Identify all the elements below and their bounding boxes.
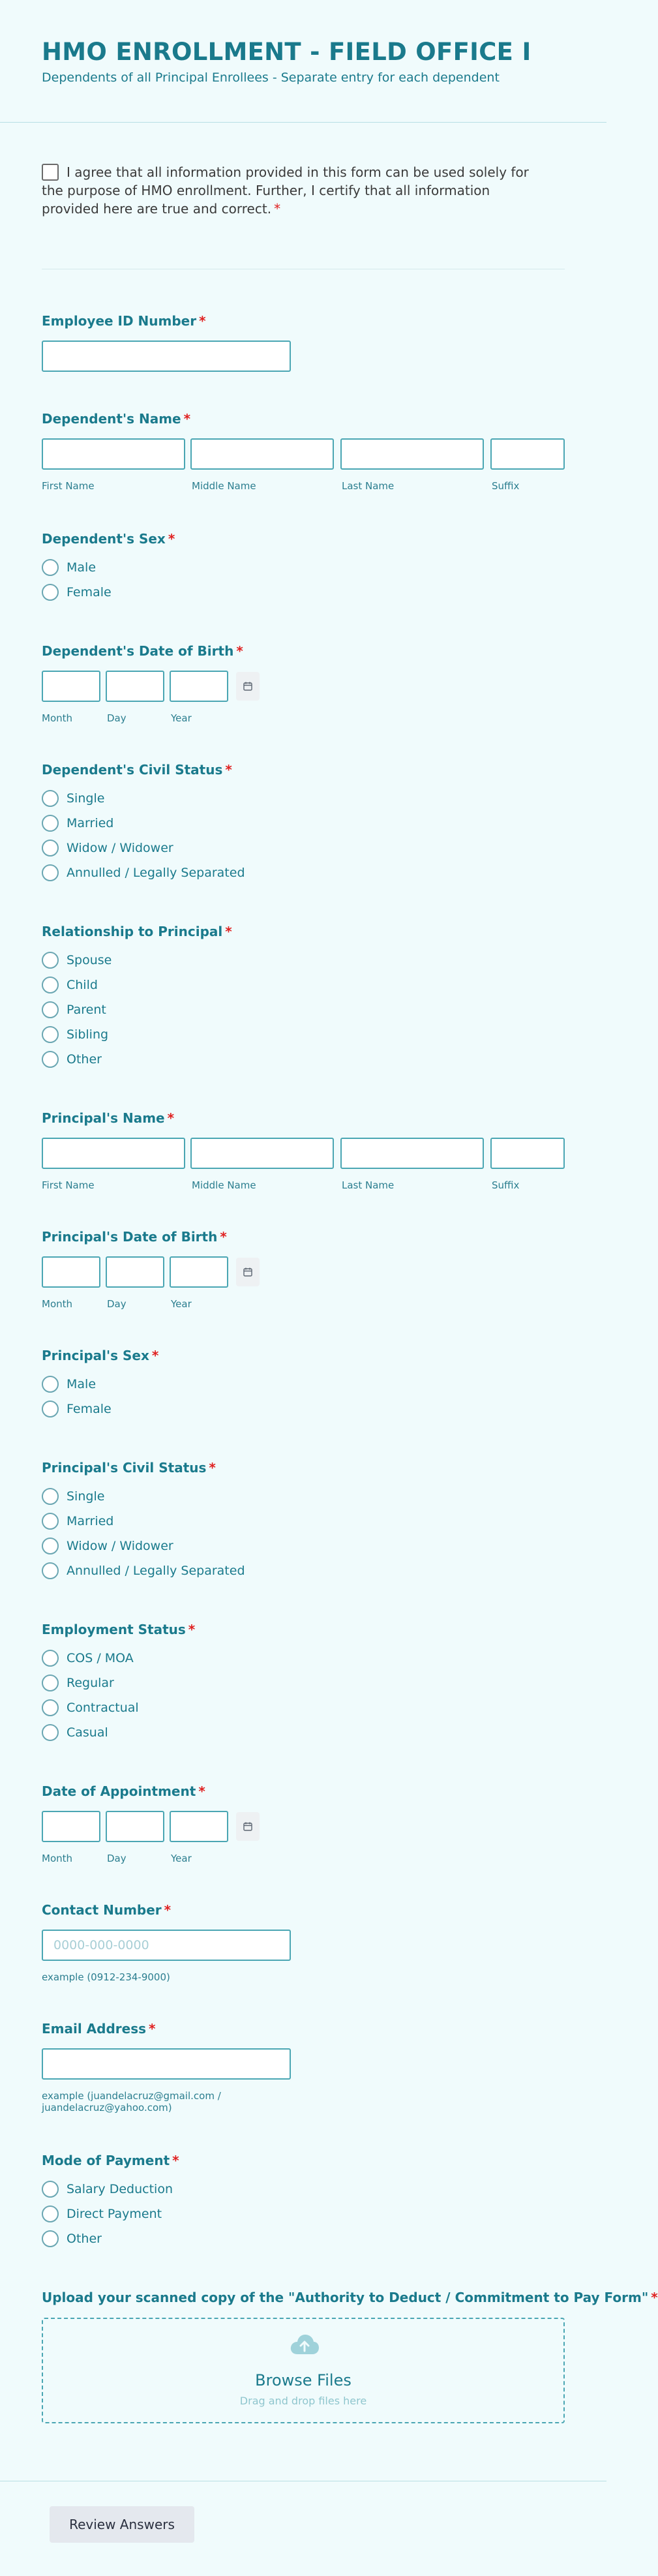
radio-circle[interactable] (42, 1562, 59, 1579)
sublabel-day: Day (107, 1298, 127, 1310)
dependent-dob-day-input[interactable] (106, 671, 164, 702)
radio-dependent-sex-male[interactable]: Male (42, 558, 96, 577)
sublabel-last-name: Last Name (342, 1179, 395, 1191)
radio-circle[interactable] (42, 977, 59, 993)
radio-employment-casual[interactable]: Casual (42, 1723, 108, 1742)
radio-circle[interactable] (42, 840, 59, 856)
employee-id-input[interactable] (42, 341, 291, 372)
radio-dependent-civil-annulled[interactable]: Annulled / Legally Separated (42, 864, 245, 882)
principal-suffix-input[interactable] (490, 1138, 565, 1169)
employment-status-label: Employment Status * (42, 1622, 196, 1637)
sublabel-year: Year (171, 1298, 192, 1310)
radio-circle[interactable] (42, 559, 59, 576)
radio-circle[interactable] (42, 1699, 59, 1716)
contact-number-placeholder: 0000-000-0000 (53, 1938, 149, 1952)
radio-principal-sex-female[interactable]: Female (42, 1400, 112, 1418)
sublabel-month: Month (42, 1298, 73, 1310)
sublabel-month: Month (42, 1853, 73, 1864)
sublabel-year: Year (171, 712, 192, 724)
radio-circle[interactable] (42, 1513, 59, 1530)
radio-dependent-civil-married[interactable]: Married (42, 814, 113, 832)
required-mark: * (274, 201, 281, 217)
sublabel-middle-name: Middle Name (192, 1179, 256, 1191)
radio-employment-cos[interactable]: COS / MOA (42, 1649, 134, 1667)
dependent-name-label: Dependent's Name * (42, 411, 191, 427)
contact-number-hint: example (0912-234-9000) (42, 1971, 170, 1983)
principal-name-label: Principal's Name * (42, 1110, 175, 1126)
drag-drop-hint: Drag and drop files here (239, 2395, 367, 2407)
radio-circle[interactable] (42, 1001, 59, 1018)
sublabel-last-name: Last Name (342, 480, 395, 492)
email-input[interactable] (42, 2048, 291, 2080)
radio-dependent-civil-single[interactable]: Single (42, 789, 104, 808)
radio-circle[interactable] (42, 815, 59, 832)
radio-relationship-child[interactable]: Child (42, 976, 98, 994)
radio-dependent-sex-female[interactable]: Female (42, 583, 112, 601)
appointment-year-input[interactable] (170, 1811, 228, 1842)
appointment-date-label: Date of Appointment * (42, 1783, 205, 1799)
review-answers-button[interactable]: Review Answers (50, 2506, 194, 2543)
radio-principal-sex-male[interactable]: Male (42, 1375, 96, 1393)
sublabel-first-name: First Name (42, 480, 95, 492)
radio-circle[interactable] (42, 1538, 59, 1554)
radio-circle[interactable] (42, 1051, 59, 1068)
consent-text: I agree that all information provided in this form can be used solely for the purpose of HMO enrollment. Further, I certify that all information provided here are true and correct. (42, 164, 529, 217)
dependent-middle-name-input[interactable] (190, 438, 334, 470)
radio-dependent-civil-widow[interactable]: Widow / Widower (42, 839, 173, 857)
dependent-first-name-input[interactable] (42, 438, 185, 470)
radio-payment-salary-deduction[interactable]: Salary Deduction (42, 2180, 173, 2198)
principal-dob-day-input[interactable] (106, 1256, 164, 1288)
principal-dob-label: Principal's Date of Birth * (42, 1229, 227, 1245)
email-hint: example (juandelacruz@gmail.com / juandelacruz@yahoo.com) (42, 2090, 221, 2114)
radio-circle[interactable] (42, 584, 59, 601)
radio-relationship-spouse[interactable]: Spouse (42, 951, 112, 969)
sublabel-suffix: Suffix (492, 1179, 520, 1191)
principal-middle-name-input[interactable] (190, 1138, 334, 1169)
radio-circle[interactable] (42, 1650, 59, 1667)
radio-circle[interactable] (42, 2181, 59, 2198)
appointment-month-input[interactable] (42, 1811, 100, 1842)
radio-circle[interactable] (42, 952, 59, 969)
email-label: Email Address * (42, 2021, 156, 2037)
radio-payment-other[interactable]: Other (42, 2230, 102, 2248)
sublabel-year: Year (171, 1853, 192, 1864)
consent-checkbox[interactable] (42, 164, 59, 181)
browse-files-button[interactable]: Browse Files (255, 2371, 351, 2389)
dependent-suffix-input[interactable] (490, 438, 565, 470)
radio-relationship-other[interactable]: Other (42, 1050, 102, 1068)
calendar-icon[interactable] (236, 1258, 260, 1286)
form-title: HMO ENROLLMENT - FIELD OFFICE I (42, 38, 531, 66)
principal-dob-year-input[interactable] (170, 1256, 228, 1288)
payment-mode-label: Mode of Payment * (42, 2153, 179, 2168)
radio-principal-civil-single[interactable]: Single (42, 1487, 104, 1506)
sublabel-day: Day (107, 712, 127, 724)
appointment-day-input[interactable] (106, 1811, 164, 1842)
dependent-dob-label: Dependent's Date of Birth * (42, 643, 243, 659)
radio-relationship-parent[interactable]: Parent (42, 1001, 106, 1019)
employee-id-label: Employee ID Number * (42, 313, 206, 329)
relationship-label: Relationship to Principal * (42, 924, 232, 939)
form-header (0, 0, 606, 123)
sublabel-first-name: First Name (42, 1179, 95, 1191)
radio-employment-regular[interactable]: Regular (42, 1674, 114, 1692)
radio-principal-civil-married[interactable]: Married (42, 1512, 113, 1530)
radio-payment-direct[interactable]: Direct Payment (42, 2205, 162, 2223)
sublabel-middle-name: Middle Name (192, 480, 256, 492)
radio-circle[interactable] (42, 1376, 59, 1393)
dependent-dob-year-input[interactable] (170, 671, 228, 702)
radio-principal-civil-widow[interactable]: Widow / Widower (42, 1537, 173, 1555)
radio-principal-civil-annulled[interactable]: Annulled / Legally Separated (42, 1562, 245, 1580)
principal-dob-month-input[interactable] (42, 1256, 100, 1288)
radio-circle[interactable] (42, 1724, 59, 1741)
radio-employment-contractual[interactable]: Contractual (42, 1699, 139, 1717)
radio-relationship-sibling[interactable]: Sibling (42, 1025, 108, 1044)
radio-circle[interactable] (42, 790, 59, 807)
principal-last-name-input[interactable] (340, 1138, 484, 1169)
radio-circle[interactable] (42, 864, 59, 881)
calendar-icon[interactable] (236, 672, 260, 701)
dependent-sex-label: Dependent's Sex * (42, 531, 175, 547)
sublabel-month: Month (42, 712, 73, 724)
form-subtitle: Dependents of all Principal Enrollees - Separate entry for each dependent (42, 70, 500, 85)
radio-circle[interactable] (42, 1026, 59, 1043)
radio-circle[interactable] (42, 1674, 59, 1691)
form-footer (0, 2481, 606, 2576)
dependent-dob-month-input[interactable] (42, 671, 100, 702)
principal-sex-label: Principal's Sex * (42, 1348, 159, 1363)
principal-first-name-input[interactable] (42, 1138, 185, 1169)
calendar-icon[interactable] (236, 1812, 260, 1841)
sublabel-day: Day (107, 1853, 127, 1864)
contact-number-label: Contact Number * (42, 1902, 172, 1918)
radio-circle[interactable] (42, 1401, 59, 1417)
sublabel-suffix: Suffix (492, 480, 520, 492)
radio-circle[interactable] (42, 1488, 59, 1505)
dependent-civil-status-label: Dependent's Civil Status * (42, 762, 232, 778)
radio-circle[interactable] (42, 2230, 59, 2247)
consent-block (42, 163, 537, 218)
principal-civil-status-label: Principal's Civil Status * (42, 1460, 216, 1476)
dependent-last-name-input[interactable] (340, 438, 484, 470)
upload-label: Upload your scanned copy of the "Authority to Deduct / Commitment to Pay Form" * (42, 2290, 658, 2305)
file-upload-dropzone[interactable] (42, 2318, 565, 2423)
contact-number-input[interactable] (42, 1930, 291, 1961)
radio-circle[interactable] (42, 2205, 59, 2222)
cloud-upload-icon (290, 2333, 320, 2358)
